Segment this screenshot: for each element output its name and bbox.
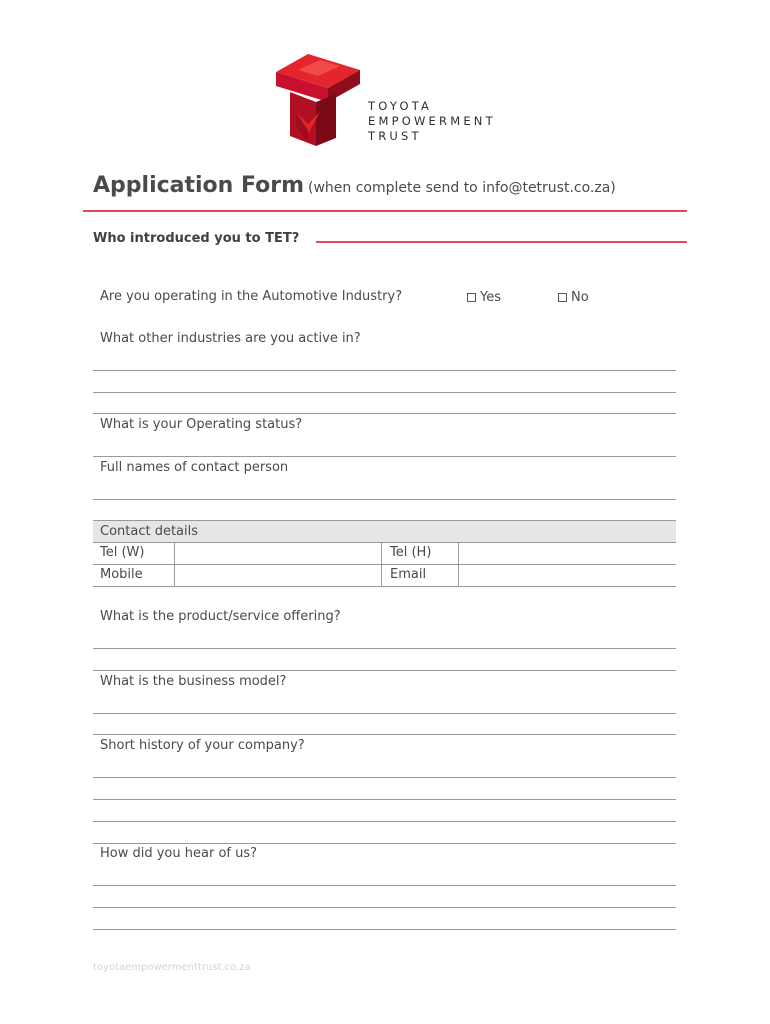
automotive-question-label: Are you operating in the Automotive Industry?: [100, 289, 403, 304]
company-history-line-1[interactable]: [93, 777, 676, 778]
yes-label: Yes: [480, 290, 501, 305]
automotive-yes-checkbox[interactable]: [467, 290, 501, 305]
contact-person-line[interactable]: [93, 499, 676, 500]
product-offering-label: What is the product/service offering?: [100, 609, 341, 624]
email-label: Email: [382, 565, 459, 586]
other-industries-line-3[interactable]: [93, 413, 676, 414]
hear-of-us-line-2[interactable]: [93, 907, 676, 908]
company-history-line-3[interactable]: [93, 821, 676, 822]
tel-w-field[interactable]: [175, 543, 382, 564]
business-model-line-1[interactable]: [93, 713, 676, 714]
checkbox-icon: [558, 293, 567, 302]
contact-details-table: [93, 520, 676, 587]
operating-status-line[interactable]: [93, 456, 676, 457]
contact-row-mobile-email: [93, 564, 676, 587]
intro-question-label: Who introduced you to TET?: [93, 231, 300, 246]
mobile-field[interactable]: [175, 565, 382, 586]
tet-logo: [268, 50, 508, 150]
other-industries-line-2[interactable]: [93, 392, 676, 393]
logo-line-3: TRUST: [368, 129, 422, 143]
intro-answer-field[interactable]: [316, 241, 687, 243]
company-history-line-2[interactable]: [93, 799, 676, 800]
contact-person-label: Full names of contact person: [100, 460, 289, 475]
automotive-no-checkbox[interactable]: [558, 290, 589, 305]
company-history-line-4[interactable]: [93, 843, 676, 844]
company-history-label: Short history of your company?: [100, 738, 305, 753]
title-divider: [83, 210, 687, 212]
contact-row-phone: [93, 542, 676, 564]
other-industries-label: What other industries are you active in?: [100, 331, 361, 346]
footer-url: toyotaempowermenttrust.co.za: [93, 962, 251, 973]
contact-details-header: Contact details: [93, 520, 676, 542]
business-model-line-2[interactable]: [93, 734, 676, 735]
logo-line-2: EMPOWERMENT: [368, 114, 496, 128]
hear-of-us-line-3[interactable]: [93, 929, 676, 930]
page-subtitle: (when complete send to info@tetrust.co.za): [308, 180, 616, 196]
product-offering-line-1[interactable]: [93, 648, 676, 649]
operating-status-label: What is your Operating status?: [100, 417, 303, 432]
mobile-label: Mobile: [93, 565, 175, 586]
tel-h-field[interactable]: [459, 543, 676, 564]
email-field[interactable]: [459, 565, 676, 586]
other-industries-line-1[interactable]: [93, 370, 676, 371]
form-title-row: [93, 173, 616, 198]
business-model-label: What is the business model?: [100, 674, 287, 689]
product-offering-line-2[interactable]: [93, 670, 676, 671]
no-label: No: [571, 290, 589, 305]
logo-line-1: TOYOTA: [368, 99, 433, 113]
tel-w-label: Tel (W): [93, 543, 175, 564]
hear-of-us-label: How did you hear of us?: [100, 846, 258, 861]
tet-logo-mark: [268, 50, 368, 150]
checkbox-icon: [467, 293, 476, 302]
hear-of-us-line-1[interactable]: [93, 885, 676, 886]
tel-h-label: Tel (H): [382, 543, 459, 564]
page-title: Application Form: [93, 173, 305, 198]
